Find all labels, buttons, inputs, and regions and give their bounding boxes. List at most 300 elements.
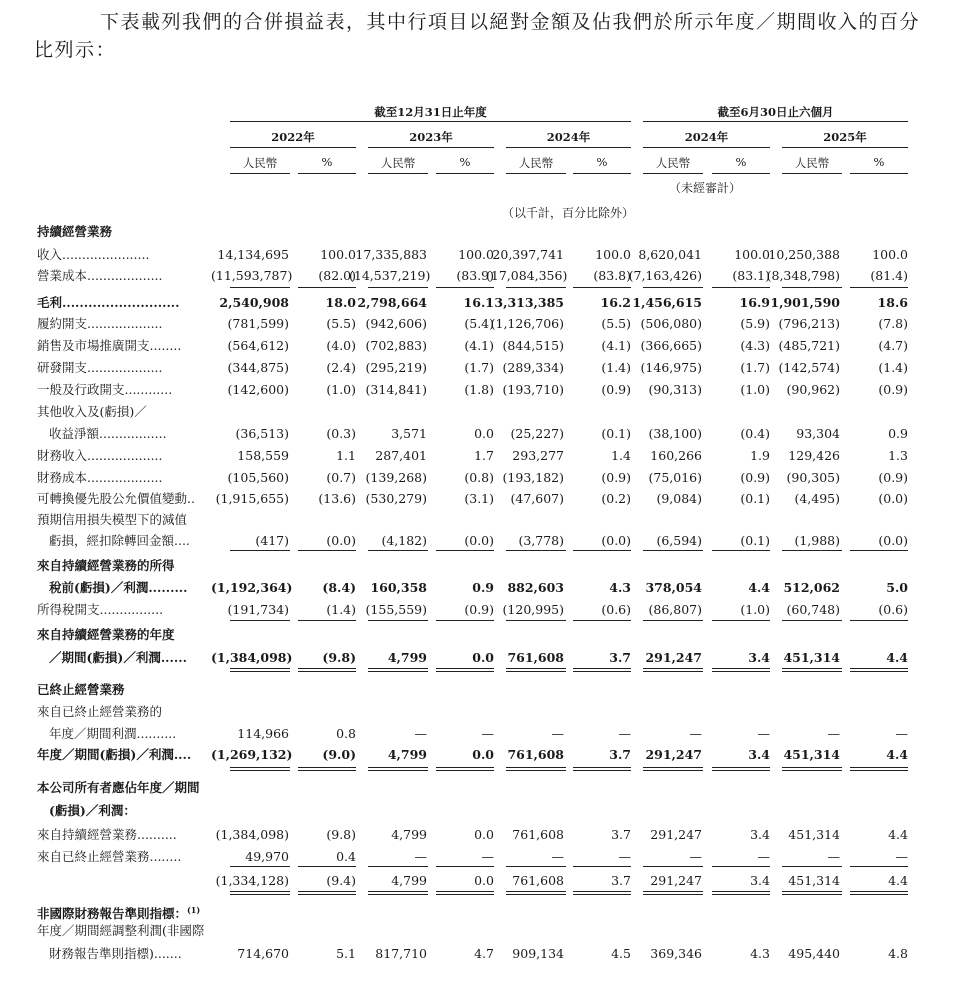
- header-year-rule: [230, 147, 356, 148]
- row-label: 營業成本...................: [37, 268, 163, 283]
- cell-value: 0.0: [474, 827, 494, 842]
- total-double-rule: [436, 891, 494, 895]
- cell-value: 817,710: [375, 946, 427, 961]
- cell-value: (0.1): [740, 533, 770, 548]
- total-double-rule: [573, 668, 631, 672]
- row-label: 稅前(虧損)／利潤.........: [49, 580, 188, 595]
- cell-value: (0.7): [326, 470, 356, 485]
- cell-value: (844,515): [502, 338, 564, 353]
- subtotal-rule: [573, 550, 631, 551]
- cell-value: 0.8: [336, 726, 356, 741]
- cell-value: 378,054: [645, 580, 702, 595]
- cell-value: —: [757, 726, 770, 741]
- cell-value: (17,084,356): [486, 268, 568, 283]
- cell-value: (82.0): [318, 268, 356, 283]
- cell-value: —: [895, 849, 908, 864]
- table-row: [0, 871, 960, 891]
- cell-value: (1.4): [878, 360, 908, 375]
- row-label: (虧損)／利潤：: [49, 803, 136, 818]
- cell-value: 714,670: [237, 946, 289, 961]
- cell-value: (0.0): [878, 533, 908, 548]
- header-half-group: 截至6月30日止六個月: [717, 105, 834, 119]
- table-row: [0, 745, 960, 765]
- cell-value: 0.0: [474, 426, 494, 441]
- cell-value: (289,334): [502, 360, 564, 375]
- subtotal-rule: [712, 620, 770, 621]
- total-double-rule: [368, 891, 428, 895]
- cell-value: 1.4: [611, 448, 631, 463]
- cell-value: 1.3: [888, 448, 908, 463]
- table-row: [0, 424, 960, 444]
- cell-value: (191,734): [227, 602, 289, 617]
- cell-value: 3.7: [611, 873, 631, 888]
- cell-value: 1.9: [750, 448, 770, 463]
- cell-value: (0.0): [326, 533, 356, 548]
- cell-value: —: [551, 726, 564, 741]
- cell-value: (2.4): [326, 360, 356, 375]
- row-label: 年度／期間利潤..........: [49, 726, 177, 741]
- total-double-rule: [643, 891, 703, 895]
- cell-value: 3,313,385: [494, 295, 564, 310]
- cell-value: 4,799: [387, 747, 427, 762]
- cell-value: (13.6): [318, 491, 356, 506]
- total-double-rule: [298, 767, 356, 771]
- total-double-rule: [298, 891, 356, 895]
- subtotal-rule: [298, 620, 356, 621]
- row-label: 所得稅開支................: [37, 602, 164, 617]
- table-row: [0, 921, 960, 941]
- cell-value: 291,247: [645, 747, 702, 762]
- cell-value: 761,608: [507, 747, 564, 762]
- cell-value: 18.6: [877, 295, 908, 310]
- table-row: [0, 314, 960, 334]
- header-unit-rmb-rule: [782, 173, 842, 174]
- subtotal-rule: [230, 287, 290, 288]
- row-label: 可轉換優先股公允價值變動..: [37, 491, 195, 506]
- cell-value: 4.8: [888, 946, 908, 961]
- header-unit-pct-rule: [573, 173, 631, 174]
- cell-value: 1,456,615: [632, 295, 702, 310]
- cell-value: 4,799: [387, 650, 427, 665]
- cell-value: —: [618, 726, 631, 741]
- cell-value: (506,080): [640, 316, 702, 331]
- header-year: 2024年: [546, 130, 591, 144]
- row-label: 銷售及市場推廣開支........: [37, 338, 182, 353]
- cell-value: 1.1: [336, 448, 356, 463]
- total-double-rule: [230, 767, 290, 771]
- row-label: 來自持續經營業務的年度: [37, 627, 175, 642]
- cell-value: 4.3: [750, 946, 770, 961]
- cell-value: (193,710): [502, 382, 564, 397]
- subtotal-rule: [850, 550, 908, 551]
- table-row: [0, 648, 960, 668]
- cell-value: —: [895, 726, 908, 741]
- cell-value: (1.7): [464, 360, 494, 375]
- cell-value: (3,778): [518, 533, 564, 548]
- header-year: 2023年: [409, 130, 453, 144]
- subtotal-rule: [850, 620, 908, 621]
- cell-value: (0.9): [878, 382, 908, 397]
- subtotal-rule: [712, 287, 770, 288]
- header-unit-pct: %: [596, 155, 608, 169]
- total-double-rule: [368, 767, 428, 771]
- cell-value: 512,062: [783, 580, 840, 595]
- cell-value: 4,799: [391, 873, 427, 888]
- intro-paragraph: 下表載列我們的合併損益表，其中行項目以絕對金額及佔我們於所示年度／期間收入的百分比列示：: [34, 11, 921, 61]
- cell-value: 4.4: [886, 650, 908, 665]
- header-year-rule: [643, 147, 770, 148]
- cell-value: 909,134: [512, 946, 564, 961]
- table-row: [0, 510, 960, 530]
- cell-value: (8,348,798): [766, 268, 840, 283]
- cell-value: 129,426: [788, 448, 840, 463]
- subtotal-rule: [573, 620, 631, 621]
- cell-value: 451,314: [783, 747, 840, 762]
- cell-value: (5.4): [464, 316, 494, 331]
- cell-value: (0.8): [464, 470, 494, 485]
- cell-value: 3.7: [609, 650, 631, 665]
- table-row: [0, 531, 960, 551]
- cell-value: 17,335,883: [355, 247, 427, 262]
- cell-value: (0.4): [740, 426, 770, 441]
- cell-value: (14,537,219): [349, 268, 431, 283]
- cell-value: (6,594): [656, 533, 702, 548]
- row-label: 收益淨額.................: [49, 426, 167, 441]
- total-double-rule: [298, 668, 356, 672]
- header-unit-pct-rule: [712, 173, 770, 174]
- cell-value: 5.1: [336, 946, 356, 961]
- table-row: [0, 358, 960, 378]
- table-row: [0, 380, 960, 400]
- cell-value: 158,559: [237, 448, 289, 463]
- cell-value: 0.4: [336, 849, 356, 864]
- cell-value: —: [689, 726, 702, 741]
- total-double-rule: [230, 891, 290, 895]
- cell-value: (4,495): [794, 491, 840, 506]
- cell-value: (1.0): [326, 382, 356, 397]
- total-double-rule: [573, 891, 631, 895]
- cell-value: (25,227): [510, 426, 564, 441]
- cell-value: 451,314: [788, 873, 840, 888]
- cell-value: 451,314: [788, 827, 840, 842]
- cell-value: (139,268): [365, 470, 427, 485]
- cell-value: 16.2: [600, 295, 631, 310]
- header-unit-rmb-rule: [506, 173, 566, 174]
- table-row: [0, 724, 960, 744]
- row-label: 來自已終止經營業務........: [37, 849, 182, 864]
- cell-value: 100.0: [872, 247, 908, 262]
- cell-value: 4.4: [888, 827, 908, 842]
- cell-value: (0.1): [740, 491, 770, 506]
- total-double-rule: [850, 767, 908, 771]
- cell-value: 293,277: [512, 448, 564, 463]
- cell-value: (90,962): [786, 382, 840, 397]
- cell-value: (105,560): [227, 470, 289, 485]
- cell-value: —: [481, 849, 494, 864]
- cell-value: —: [551, 849, 564, 864]
- cell-value: 0.0: [474, 873, 494, 888]
- cell-value: 18.0: [325, 295, 356, 310]
- total-double-rule: [712, 891, 770, 895]
- cell-value: (0.9): [601, 382, 631, 397]
- cell-value: (0.9): [740, 470, 770, 485]
- cell-value: 160,358: [370, 580, 427, 595]
- cell-value: 100.0: [458, 247, 494, 262]
- cell-value: 761,608: [512, 827, 564, 842]
- cell-value: (142,574): [778, 360, 840, 375]
- subtotal-rule: [368, 866, 428, 867]
- table-row: [0, 266, 960, 286]
- cell-value: 0.9: [888, 426, 908, 441]
- total-double-rule: [643, 767, 703, 771]
- subtotal-rule: [368, 550, 428, 551]
- cell-value: (38,100): [648, 426, 702, 441]
- table-row: [0, 556, 960, 576]
- subtotal-rule: [436, 287, 494, 288]
- cell-value: (1.4): [601, 360, 631, 375]
- cell-value: —: [618, 849, 631, 864]
- cell-value: (60,748): [786, 602, 840, 617]
- cell-value: (1.0): [740, 602, 770, 617]
- table-row: [0, 801, 960, 821]
- header-unit-rmb-rule: [643, 173, 703, 174]
- cell-value: (90,305): [786, 470, 840, 485]
- cell-value: (4.3): [740, 338, 770, 353]
- cell-value: (0.3): [326, 426, 356, 441]
- total-double-rule: [643, 668, 703, 672]
- cell-value: 100.0: [595, 247, 631, 262]
- cell-value: (75,016): [648, 470, 702, 485]
- cell-value: (9,084): [656, 491, 702, 506]
- cell-value: (3.1): [464, 491, 494, 506]
- table-row: [0, 778, 960, 798]
- cell-value: (83.1): [732, 268, 770, 283]
- cell-value: 2,540,908: [219, 295, 289, 310]
- subtotal-rule: [643, 620, 703, 621]
- footnote-marker: (1): [187, 905, 201, 915]
- cell-value: (7,163,426): [628, 268, 702, 283]
- cell-value: (0.6): [601, 602, 631, 617]
- cell-value: (942,606): [365, 316, 427, 331]
- subtotal-rule: [506, 287, 566, 288]
- total-double-rule: [506, 891, 566, 895]
- cell-value: (1.7): [740, 360, 770, 375]
- subtotal-rule: [436, 866, 494, 867]
- header-annual-rule: [230, 121, 631, 122]
- header-half-rule: [643, 121, 908, 122]
- cell-value: 4.3: [609, 580, 631, 595]
- cell-value: 0.9: [472, 580, 494, 595]
- subtotal-rule: [436, 620, 494, 621]
- total-double-rule: [850, 668, 908, 672]
- cell-value: 291,247: [645, 650, 702, 665]
- cell-value: 100.0: [734, 247, 770, 262]
- cell-value: (120,995): [502, 602, 564, 617]
- cell-value: 4.4: [888, 873, 908, 888]
- row-label: 財務成本...................: [37, 470, 163, 485]
- cell-value: 291,247: [650, 827, 702, 842]
- table-row: [0, 600, 960, 620]
- header-unit-pct-rule: [436, 173, 494, 174]
- cell-value: 369,346: [650, 946, 702, 961]
- cell-value: 3.4: [748, 650, 770, 665]
- row-label: ／期間(虧損)／利潤......: [49, 650, 187, 665]
- header-unit-rmb: 人民幣: [655, 156, 691, 170]
- header-year-rule: [782, 147, 908, 148]
- total-double-rule: [368, 668, 428, 672]
- table-row: [0, 222, 960, 242]
- cell-value: (4,182): [381, 533, 427, 548]
- header-unit-rmb: 人民幣: [518, 156, 554, 170]
- cell-value: 2,798,664: [357, 295, 427, 310]
- header-unit-rmb: 人民幣: [380, 156, 416, 170]
- cell-value: (11,593,787): [211, 268, 293, 283]
- header-unit-pct: %: [459, 155, 471, 169]
- subtotal-rule: [368, 620, 428, 621]
- subtotal-rule: [506, 550, 566, 551]
- cell-value: (417): [255, 533, 289, 548]
- row-label: 來自持續經營業務..........: [37, 827, 177, 842]
- table-row: [0, 245, 960, 265]
- header-year: 2025年: [823, 130, 867, 144]
- cell-value: (4.0): [326, 338, 356, 353]
- cell-value: (193,182): [502, 470, 564, 485]
- total-double-rule: [436, 668, 494, 672]
- unaudited-note: （未經審計）: [668, 181, 741, 195]
- subtotal-rule: [436, 550, 494, 551]
- total-double-rule: [782, 767, 842, 771]
- header-unit-rmb-rule: [368, 173, 428, 174]
- cell-value: (86,807): [648, 602, 702, 617]
- cell-value: 3.7: [611, 827, 631, 842]
- header-unit-pct-rule: [298, 173, 356, 174]
- row-label: 年度／期間經調整利潤(非國際: [37, 923, 205, 938]
- total-double-rule: [506, 668, 566, 672]
- cell-value: (0.0): [878, 491, 908, 506]
- cell-value: (702,883): [365, 338, 427, 353]
- row-label: 來自已終止經營業務的: [37, 704, 163, 719]
- cell-value: 10,250,388: [768, 247, 840, 262]
- cell-value: 3.4: [750, 873, 770, 888]
- cell-value: 287,401: [375, 448, 427, 463]
- cell-value: (83.8): [593, 268, 631, 283]
- subtotal-rule: [368, 287, 428, 288]
- cell-value: 761,608: [512, 873, 564, 888]
- cell-value: —: [757, 849, 770, 864]
- cell-value: (1.8): [464, 382, 494, 397]
- header-annual-group: 截至12月31日止年度: [374, 105, 487, 119]
- cell-value: 0.0: [472, 650, 494, 665]
- cell-value: 761,608: [507, 650, 564, 665]
- cell-value: 882,603: [507, 580, 564, 595]
- subtotal-rule: [506, 866, 566, 867]
- cell-value: (1,988): [794, 533, 840, 548]
- cell-value: 16.9: [739, 295, 770, 310]
- subtotal-rule: [782, 866, 842, 867]
- subtotal-rule: [643, 550, 703, 551]
- cell-value: 3.4: [748, 747, 770, 762]
- cell-value: (0.6): [878, 602, 908, 617]
- row-label: 本公司所有者應佔年度／期間: [37, 780, 200, 795]
- header-year-rule: [368, 147, 494, 148]
- subtotal-rule: [850, 866, 908, 867]
- subtotal-rule: [230, 550, 290, 551]
- header-unit-pct-rule: [850, 173, 908, 174]
- cell-value: (0.2): [601, 491, 631, 506]
- cell-value: (1,384,098): [211, 650, 293, 665]
- cell-value: (8.4): [322, 580, 356, 595]
- subtotal-rule: [573, 287, 631, 288]
- total-double-rule: [712, 767, 770, 771]
- cell-value: (9.0): [322, 747, 356, 762]
- cell-value: (4.1): [464, 338, 494, 353]
- subtotal-rule: [573, 866, 631, 867]
- subtotal-rule: [643, 866, 703, 867]
- cell-value: (0.9): [601, 470, 631, 485]
- header-unit-rmb: 人民幣: [242, 156, 278, 170]
- cell-value: (314,841): [365, 382, 427, 397]
- subtotal-rule: [712, 550, 770, 551]
- total-double-rule: [230, 668, 290, 672]
- table-row: [0, 446, 960, 466]
- table-row: [0, 402, 960, 422]
- row-label: 研發開支...................: [37, 360, 163, 375]
- cell-value: 4.4: [886, 747, 908, 762]
- header-unit-pct: %: [321, 155, 333, 169]
- cell-value: (4.7): [878, 338, 908, 353]
- cell-value: 4.5: [611, 946, 631, 961]
- header-year: 2024年: [684, 130, 729, 144]
- cell-value: 14,134,695: [217, 247, 289, 262]
- cell-value: —: [414, 726, 427, 741]
- cell-value: 4.4: [748, 580, 770, 595]
- row-label: 年度／期間(虧損)／利潤....: [37, 747, 192, 762]
- subtotal-rule: [230, 866, 290, 867]
- cell-value: (366,665): [640, 338, 702, 353]
- header-unit-rmb: 人民幣: [794, 156, 830, 170]
- cell-value: 451,314: [783, 650, 840, 665]
- row-label: 一般及行政開支............: [37, 382, 173, 397]
- cell-value: (530,279): [365, 491, 427, 506]
- header-unit-pct: %: [735, 155, 747, 169]
- cell-value: (9.8): [326, 827, 356, 842]
- cell-value: 3,571: [391, 426, 427, 441]
- cell-value: 1.7: [474, 448, 494, 463]
- subtotal-rule: [643, 287, 703, 288]
- cell-value: (7.8): [878, 316, 908, 331]
- table-row: [0, 578, 960, 598]
- header-year: 2022年: [271, 130, 315, 144]
- header-year-rule: [506, 147, 631, 148]
- row-label: 來自持續經營業務的所得: [37, 558, 175, 573]
- cell-value: (5.5): [601, 316, 631, 331]
- cell-value: (0.1): [601, 426, 631, 441]
- cell-value: —: [827, 726, 840, 741]
- cell-value: (1.0): [740, 382, 770, 397]
- table-row: [0, 847, 960, 867]
- table-row: [0, 680, 960, 700]
- row-label: 財務報告準則指標).......: [49, 946, 182, 961]
- cell-value: 100.0: [320, 247, 356, 262]
- cell-value: 8,620,041: [638, 247, 702, 262]
- cell-value: 5.0: [886, 580, 908, 595]
- cell-value: (796,213): [778, 316, 840, 331]
- row-label: 已終止經營業務: [37, 682, 125, 697]
- cell-value: 495,440: [788, 946, 840, 961]
- cell-value: 16.1: [463, 295, 494, 310]
- cell-value: 1,901,590: [770, 295, 840, 310]
- cell-value: (1,915,655): [215, 491, 289, 506]
